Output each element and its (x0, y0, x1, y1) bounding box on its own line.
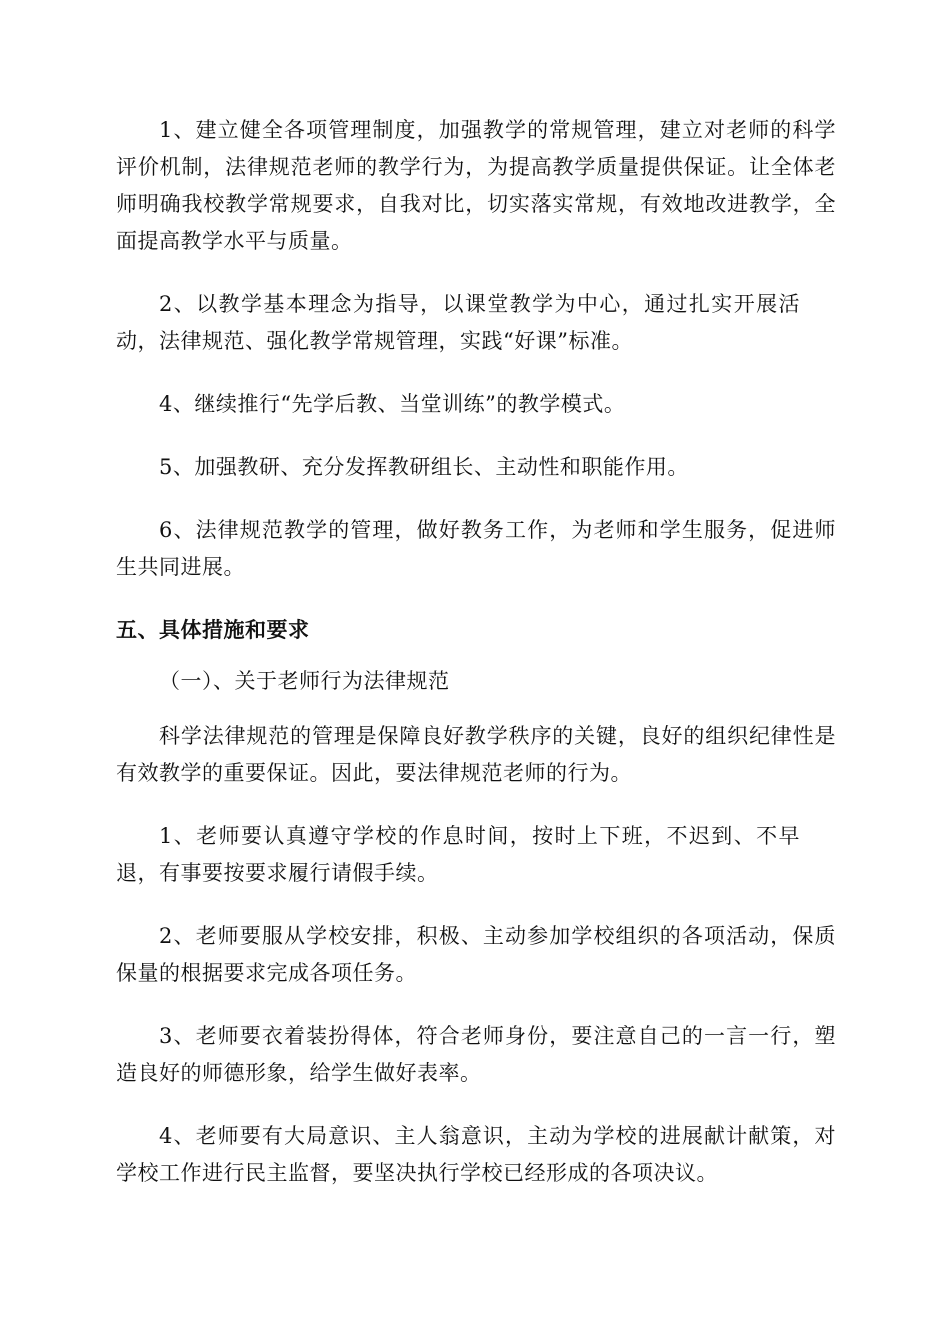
rule-3-paragraph: 3、老师要衣着装扮得体，符合老师身份，要注意自己的一言一行，塑造良好的师德形象，给学生做好表率。 (116, 1024, 836, 1085)
rule-2-paragraph: 2、老师要服从学校安排，积极、主动参加学校组织的各项活动，保质保量的根据要求完成各项任务。 (116, 924, 836, 985)
document-body (116, 112, 836, 1218)
section-intro-paragraph: 科学法律规范的管理是保障良好教学秩序的关键，良好的组织纪律性是有效教学的重要保证。因此，要法律规范老师的行为。 (116, 724, 836, 785)
rule-1-paragraph: 1、老师要认真遵守学校的作息时间，按时上下班，不迟到、不早退，有事要按要求履行请假手续。 (116, 824, 800, 885)
paragraph-6: 6、法律规范教学的管理，做好教务工作，为老师和学生服务，促进师生共同进展。 (116, 518, 836, 579)
rule-4-paragraph: 4、老师要有大局意识、主人翁意识，主动为学校的进展献计献策，对学校工作进行民主监督，要坚决执行学校已经形成的各项决议。 (116, 1124, 836, 1185)
paragraph-2: 2、以教学基本理念为指导，以课堂教学为中心，通过扎实开展活动，法律规范、强化教学常规管理，实践“好课”标准。 (116, 292, 800, 353)
section-heading: 五、具体措施和要求 (116, 618, 310, 642)
paragraph-4: 4、继续推行“先学后教、当堂训练”的教学模式。 (159, 392, 626, 416)
paragraph-1: 1、建立健全各项管理制度，加强教学的常规管理，建立对老师的科学评价机制，法律规范老师的教学行为，为提高教学质量提供保证。让全体老师明确我校教学常规要求，自我对比，切实落实常规，有效地改进教学，全面提高教学水平与质量。 (116, 118, 836, 253)
subsection-heading: （一）、关于老师行为法律规范 (159, 669, 450, 693)
paragraph-5: 5、加强教研、充分发挥教研组长、主动性和职能作用。 (159, 455, 689, 479)
